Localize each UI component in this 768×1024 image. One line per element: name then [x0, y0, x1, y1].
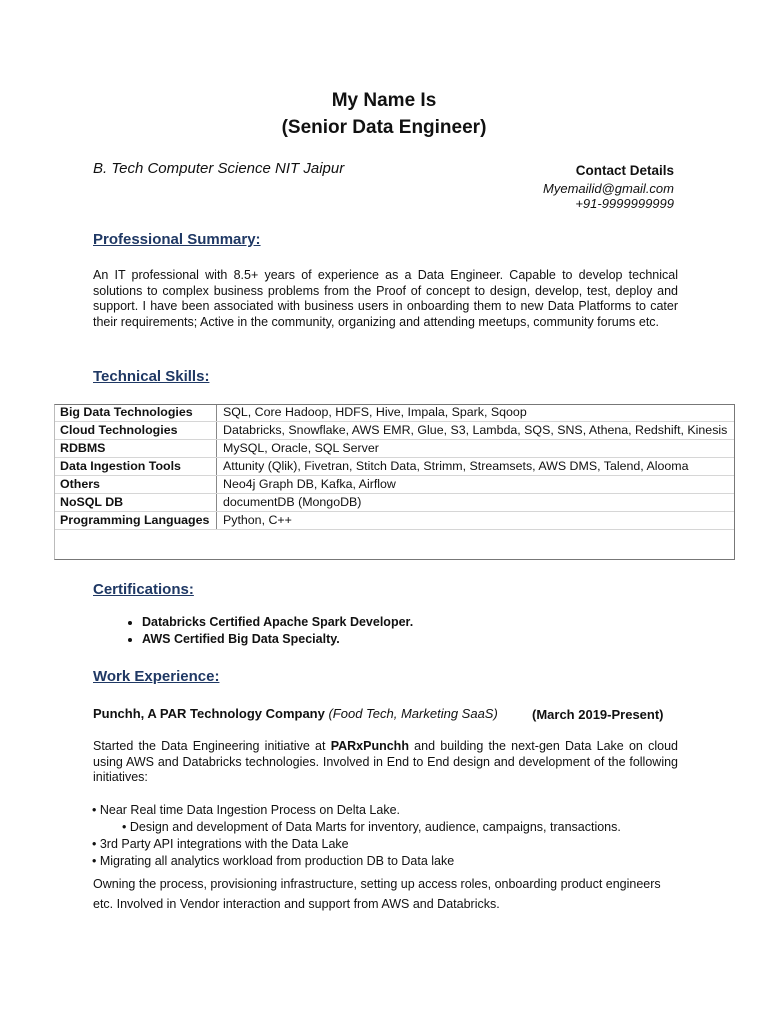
skill-items: Neo4j Graph DB, Kafka, Airflow [217, 476, 735, 494]
certification-item: • AWS Certified Big Data Specialty. [142, 631, 413, 648]
work-heading: Work Experience: [93, 668, 220, 685]
skill-items: documentDB (MongoDB) [217, 494, 735, 512]
skill-items: MySQL, Oracle, SQL Server [217, 440, 735, 458]
skill-category: Big Data Technologies [54, 404, 217, 422]
skill-items: Attunity (Qlik), Fivetran, Stitch Data, Strimm, Streamsets, AWS DMS, Talend, Alooma [217, 458, 735, 476]
job-closing-text: Owning the process, provisioning infrastructure, setting up access roles, onboarding product engineers etc. Involved in Vendor interaction and support from AWS and Databricks. [93, 877, 661, 911]
job-intro-rest: and building the next-gen Data Lake on cloud using AWS and Databricks technologies. Involved in End to End design and development of the following initiatives: [93, 739, 678, 784]
job-bullet: • Migrating all analytics workload from production DB to Data lake [92, 854, 455, 868]
summary-heading: Professional Summary: [93, 231, 261, 248]
job-bullet: • Near Real time Data Ingestion Process on Delta Lake. [92, 803, 401, 817]
table-row [54, 422, 734, 440]
company-name: Punchh, A PAR Technology Company [93, 706, 325, 721]
skill-items: SQL, Core Hadoop, HDFS, Hive, Impala, Spark, Sqoop [217, 404, 735, 422]
job-title-line [93, 706, 498, 721]
skill-category: NoSQL DB [54, 494, 217, 512]
skill-category: RDBMS [54, 440, 217, 458]
table-row [54, 404, 734, 422]
contact-email: Myemailid@gmail.com [543, 181, 674, 196]
certifications-list [118, 614, 413, 647]
contact-heading: Contact Details [575, 163, 674, 178]
job-bullet: • Design and development of Data Marts for inventory, audience, campaigns, transactions. [122, 820, 621, 834]
table-row [54, 440, 734, 458]
company-sector: (Food Tech, Marketing SaaS) [328, 706, 498, 721]
table-row [54, 494, 734, 512]
skill-items: Python, C++ [217, 512, 735, 530]
skills-heading: Technical Skills: [93, 368, 210, 385]
contact-phone: +91-9999999999 [575, 196, 674, 211]
education-degree: B. Tech Computer Science NIT Jaipur [93, 160, 345, 177]
skills-table [54, 404, 734, 530]
certifications-heading: Certifications: [93, 581, 194, 598]
job-intro [93, 739, 678, 786]
job-intro-start: Started the Data Engineering initiative at [93, 739, 331, 753]
table-row [54, 476, 734, 494]
skill-category: Others [54, 476, 217, 494]
job-dates: (March 2019-Present) [532, 707, 664, 722]
skill-category: Programming Languages [54, 512, 217, 530]
job-bullet: • 3rd Party API integrations with the Data Lake [92, 837, 349, 851]
skill-items: Databricks, Snowflake, AWS EMR, Glue, S3, Lambda, SQS, SNS, Athena, Redshift, Kinesis [217, 422, 735, 440]
job-bullets [92, 802, 621, 870]
resume-role: (Senior Data Engineer) [281, 117, 487, 138]
skill-category: Cloud Technologies [54, 422, 217, 440]
summary-text: An IT professional with 8.5+ years of experience as a Data Engineer. Capable to develop technical solutions to complex business problems from the Proof of concept to design, develop, test, deploy and support. I have been associated with business users in onboarding them to new Data Platforms to cater their requirements; Active in the community, organizing and attending meetups, community forums etc. [93, 268, 678, 329]
skill-category: Data Ingestion Tools [54, 458, 217, 476]
job-intro-highlight: PARxPunchh [330, 739, 409, 753]
resume-name: My Name Is [331, 90, 437, 111]
table-row [54, 458, 734, 476]
table-row [54, 512, 734, 530]
certification-item: • Databricks Certified Apache Spark Developer. [142, 614, 413, 631]
